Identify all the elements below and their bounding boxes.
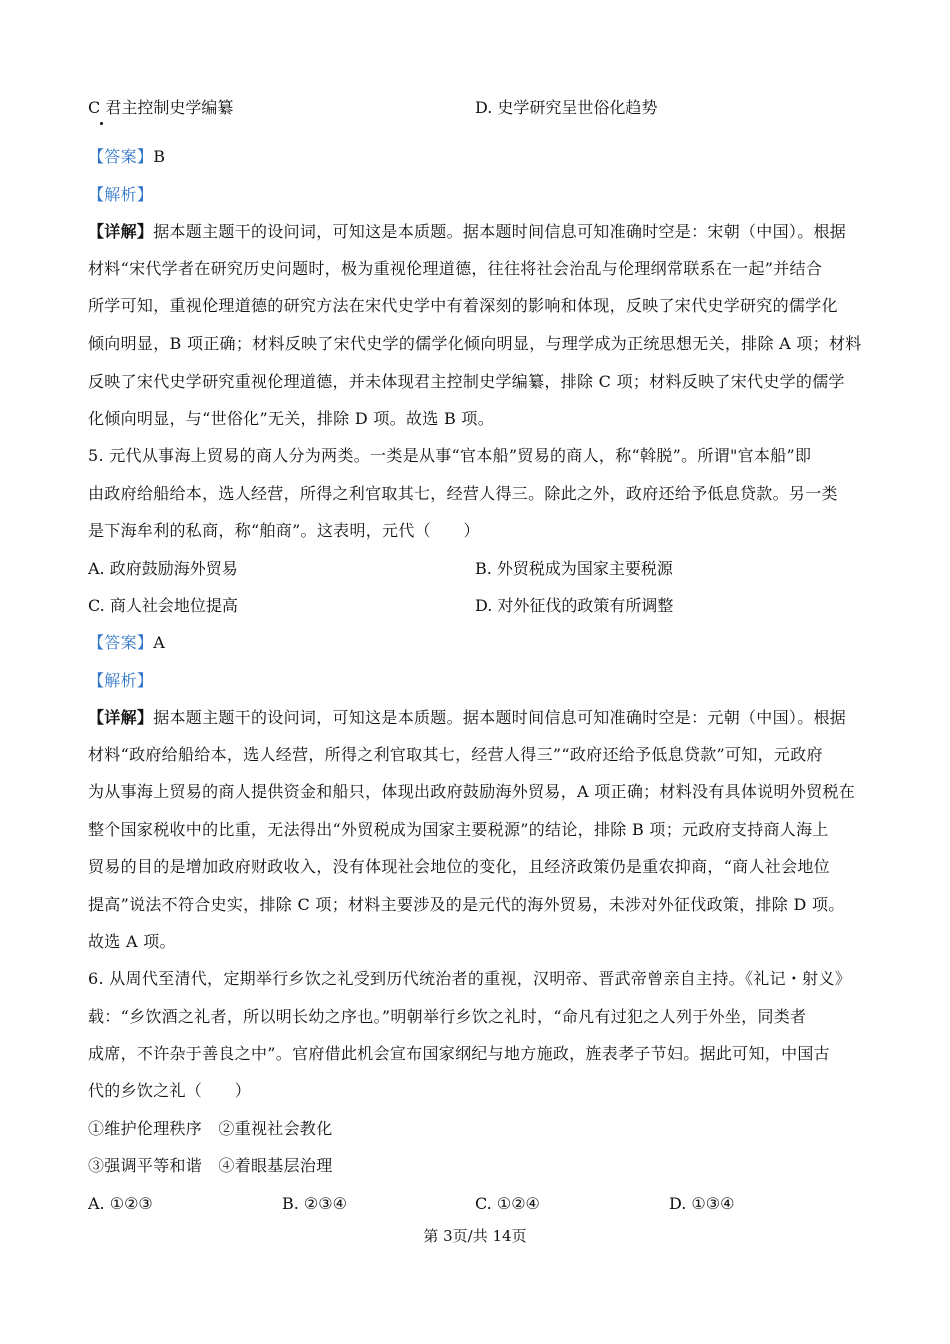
dot-mark	[100, 122, 103, 125]
q5-detail-line-4: 整个国家税收中的比重，无法得出“外贸税成为国家主要税源”的结论，排除 B 项；元政府支持商人海上	[88, 820, 829, 839]
q4-analysis-tag: 【解析】	[88, 185, 154, 204]
detail-text: 据本题主题干的设问词，可知这是本质题。据本题时间信息可知准确时空是：元朝（中国）。根据	[153, 708, 847, 727]
q4-detail-line-2: 材料“宋代学者在研究历史问题时，极为重视伦理道德，往往将社会治乱与伦理纲常联系在一起”并结合	[88, 259, 823, 278]
q5-stem-line-1: 5. 元代从事海上贸易的商人分为两类。一类是从事“官本船”贸易的商人，称“斡脱”。所谓"官本船”即	[88, 446, 812, 465]
answer-tag: 【答案】	[88, 633, 154, 652]
q5-detail-line-1	[88, 708, 868, 728]
q5-option-c: C. 商人社会地位提高	[88, 596, 238, 615]
q5-answer	[88, 633, 868, 653]
q5-detail-line-6: 提高”说法不符合史实，排除 C 项；材料主要涉及的是元代的海外贸易，未涉对外征伐政策，排除 D 项。	[88, 895, 845, 914]
q5-detail-line-7: 故选 A 项。	[88, 932, 176, 951]
answer-value: B	[153, 147, 166, 166]
q4-answer	[88, 147, 868, 167]
q5-detail-line-5: 贸易的目的是增加政府财政收入，没有体现社会地位的变化，且经济政策仍是重农抑商，“商人社会地位	[88, 857, 830, 876]
q6-items-line-1: ①维护伦理秩序 ②重视社会教化	[88, 1119, 333, 1138]
page-footer: 第 3页/共 14页	[423, 1227, 527, 1245]
q6-option-c: C. ①②④	[475, 1194, 540, 1213]
q4-detail-line-4: 倾向明显，B 项正确；材料反映了宋代史学的儒学化倾向明显，与理学成为正统思想无关，排除 A 项；材料	[88, 334, 862, 353]
q5-detail-line-2: 材料“政府给船给本，选人经营，所得之利官取其七，经营人得三”“政府还给予低息贷款”可知，元政府	[88, 745, 823, 764]
answer-tag: 【答案】	[88, 147, 154, 166]
q4-option-d: D. 史学研究呈世俗化趋势	[475, 98, 658, 117]
q5-option-b: B. 外贸税成为国家主要税源	[475, 559, 673, 578]
q5-option-d: D. 对外征伐的政策有所调整	[475, 596, 674, 615]
q6-option-b: B. ②③④	[282, 1194, 347, 1213]
q5-stem-line-3: 是下海牟利的私商，称“舶商”。这表明，元代（ ）	[88, 521, 480, 540]
q4-option-c: C 君主控制史学编纂	[88, 98, 234, 117]
detail-text: 据本题主题干的设问词，可知这是本质题。据本题时间信息可知准确时空是：宋朝（中国）。根据	[153, 222, 847, 241]
q6-stem-line-2: 载：“乡饮酒之礼者，所以明长幼之序也。”明朝举行乡饮之礼时，“命凡有过犯之人列于外坐，同类者	[88, 1007, 807, 1026]
q6-option-a: A. ①②③	[88, 1194, 153, 1213]
q6-items-line-2: ③强调平等和谐 ④着眼基层治理	[88, 1156, 333, 1175]
q4-detail-line-6: 化倾向明显，与“世俗化”无关，排除 D 项。故选 B 项。	[88, 409, 494, 428]
q5-detail-line-3: 为从事海上贸易的商人提供资金和船只，体现出政府鼓励海外贸易，A 项正确；材料没有具体说明外贸税在	[88, 782, 856, 801]
q5-stem-line-2: 由政府给船给本，选人经营，所得之利官取其七，经营人得三。除此之外，政府还给予低息贷款。另一类	[88, 484, 838, 503]
detail-tag: 【详解】	[88, 222, 154, 241]
q6-option-d: D. ①③④	[669, 1194, 735, 1213]
q5-option-a: A. 政府鼓励海外贸易	[88, 559, 238, 578]
q4-detail-line-5: 反映了宋代史学研究重视伦理道德，并未体现君主控制史学编纂，排除 C 项；材料反映了宋代史学的儒学	[88, 372, 845, 391]
q6-stem-line-4: 代的乡饮之礼（ ）	[88, 1081, 252, 1100]
q4-detail-line-1	[88, 222, 868, 242]
q6-stem-line-1: 6. 从周代至清代，定期举行乡饮之礼受到历代统治者的重视，汉明帝、晋武帝曾亲自主持。《礼记・射义》	[88, 969, 852, 988]
answer-value: A	[153, 633, 166, 652]
detail-tag: 【详解】	[88, 708, 154, 727]
q5-analysis-tag: 【解析】	[88, 671, 154, 690]
q4-detail-line-3: 所学可知，重视伦理道德的研究方法在宋代史学中有着深刻的影响和体现，反映了宋代史学研究的儒学化	[88, 296, 838, 315]
q6-stem-line-3: 成席，不许杂于善良之中”。官府借此机会宣布国家纲纪与地方施政，旌表孝子节妇。据此可知，中国古	[88, 1044, 830, 1063]
